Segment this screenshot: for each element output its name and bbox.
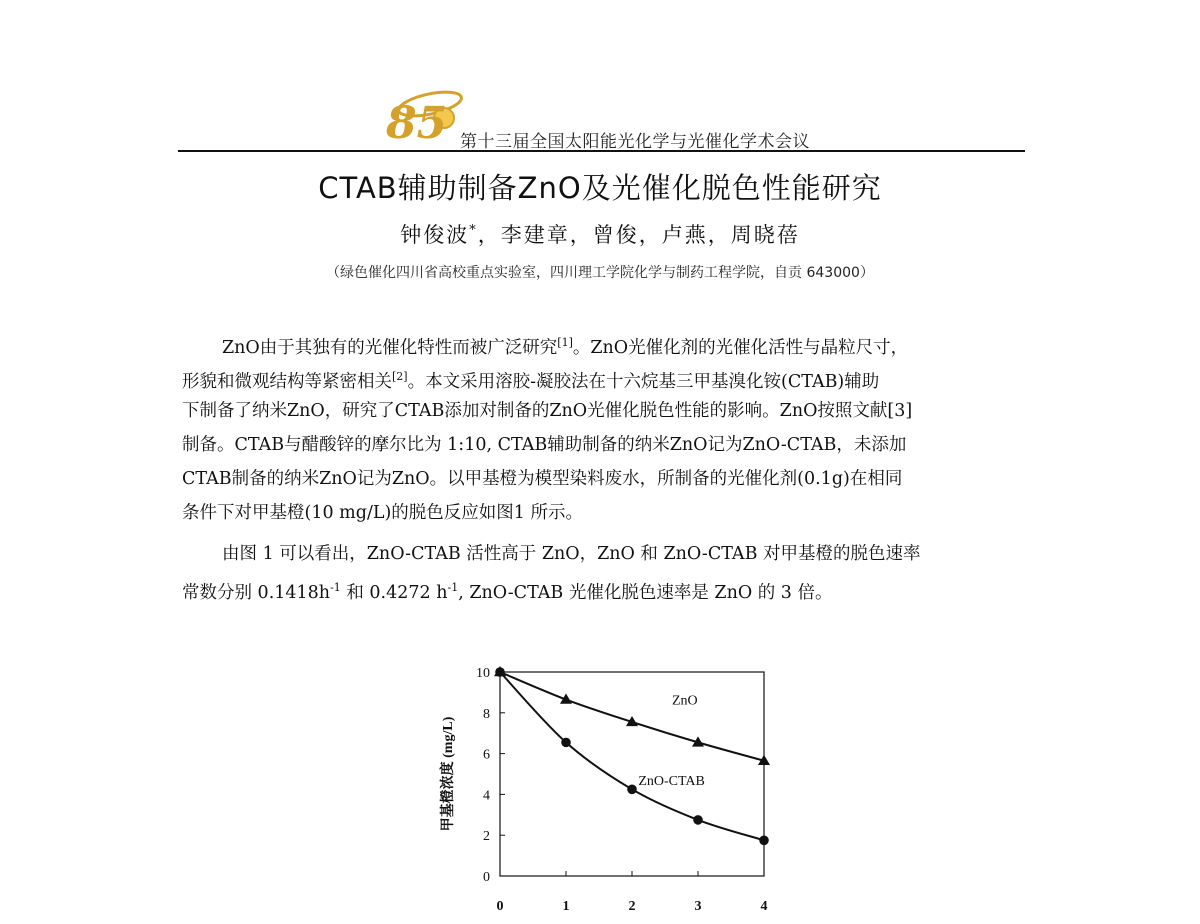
y-axis-label: 甲基橙浓度 (mg/L)	[441, 716, 456, 832]
x-tick-label: 0	[496, 899, 504, 914]
para2-line-1: 由图 1 可以看出，ZnO-CTAB 活性高于 ZnO，ZnO 和 ZnO-CTAB 对甲基橙的脱色速率	[222, 544, 921, 564]
para1-line-3: 下制备了纳米ZnO，研究了CTAB添加对制备的ZnO光催化脱色性能的影响。ZnO按照文献[3]	[182, 401, 913, 421]
para1-line-6: 条件下对甲基橙(10 mg/L)的脱色反应如图1 所示。	[182, 503, 583, 523]
citation-1[interactable]: [1]	[557, 336, 573, 349]
x-tick-label: 1	[562, 899, 570, 914]
paper-authors	[0, 219, 1200, 249]
data-point-zno-ctab	[693, 815, 703, 825]
data-point-zno-ctab	[561, 738, 571, 748]
para1-line-1: ZnO由于其独有的光催化特性而被广泛研究[1]。ZnO光催化剂的光催化活性与晶粒尺寸，	[222, 336, 909, 358]
author-rest: ，李建章，曾俊，卢燕，周晓蓓	[477, 223, 800, 247]
y-tick-label: 8	[483, 706, 490, 722]
paragraph-2	[182, 537, 1024, 605]
plot-frame	[500, 672, 764, 876]
series-label: ZnO-CTAB	[638, 774, 705, 790]
para1-line-2: 形貌和微观结构等紧密相关[2]。本文采用溶胶-凝胶法在十六烷基三甲基溴化铵(CTAB)辅助	[182, 370, 880, 392]
conference-logo	[382, 88, 464, 144]
x-tick-label: 2	[628, 899, 636, 914]
x-tick-label: 3	[694, 899, 702, 914]
para2-line-2: 常数分别 $0.1418h^{-1}$ 和 0.4272 $h^{-1}$, ZnO-CTAB 光催化脱色速率是 ZnO 的 3 倍。	[182, 581, 833, 603]
y-tick-label: 6	[483, 747, 490, 763]
data-point-zno-ctab	[759, 836, 769, 846]
paper-title: CTAB辅助制备ZnO及光催化脱色性能研究	[318, 171, 882, 205]
para1-line-5: CTAB制备的纳米ZnO记为ZnO。以甲基橙为模型染料废水，所制备的光催化剂(0.1g)在相同	[182, 469, 903, 489]
corresponding-mark: *	[469, 223, 478, 238]
citation-2[interactable]: [2]	[392, 370, 408, 383]
para1-line-4: 制备。CTAB与醋酸锌的摩尔比为 1:10, CTAB辅助制备的纳米ZnO记为ZnO-CTAB，未添加	[182, 435, 907, 455]
series-line-zno-ctab	[500, 672, 764, 840]
series-label: ZnO	[671, 693, 698, 709]
conference-name: 第十三届全国太阳能光化学与光催化学术会议	[460, 132, 810, 152]
y-tick-label: 2	[483, 829, 490, 845]
x-tick-label: 4	[760, 899, 768, 914]
paragraph-1	[182, 326, 1024, 530]
chart-svg	[430, 658, 790, 920]
author-first: 钟俊波	[400, 223, 470, 247]
data-point-zno-ctab	[627, 785, 637, 795]
y-tick-label: 10	[476, 666, 490, 681]
logo-number: 85	[386, 98, 448, 144]
paper-affiliation: （绿色催化四川省高校重点实验室，四川理工学院化学与制药工程学院，自贡 643000）	[326, 265, 874, 281]
data-point-zno-ctab	[495, 667, 505, 677]
decolorization-chart	[430, 658, 790, 920]
header-rule	[178, 150, 1025, 152]
y-tick-label: 4	[483, 788, 490, 804]
y-tick-label: 0	[483, 870, 490, 885]
